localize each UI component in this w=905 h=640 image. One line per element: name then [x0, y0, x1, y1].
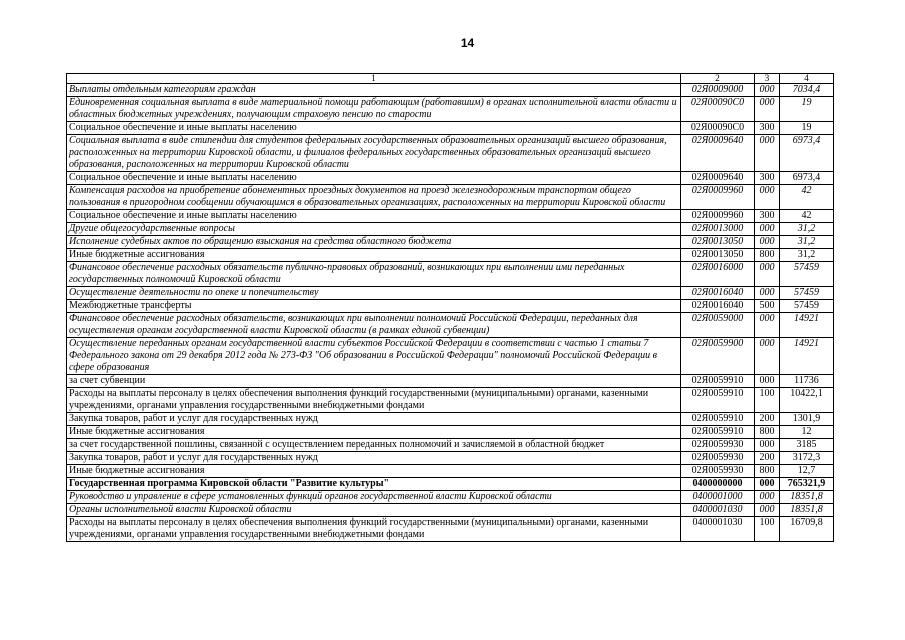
table-row [67, 210, 834, 223]
row-expense-type: 100 [755, 388, 780, 413]
table-row [67, 313, 834, 338]
row-amount: 12,7 [780, 465, 834, 478]
table-row [67, 172, 834, 185]
row-amount: 42 [780, 185, 834, 210]
table-row [67, 478, 834, 491]
header-col-name: 1 [67, 74, 681, 84]
row-expense-type: 200 [755, 413, 780, 426]
row-expense-type: 300 [755, 172, 780, 185]
row-expense-type: 100 [755, 517, 780, 542]
row-amount: 42 [780, 210, 834, 223]
row-amount: 31,2 [780, 223, 834, 236]
row-expense-type: 000 [755, 491, 780, 504]
header-col-code: 2 [681, 74, 755, 84]
row-amount: 765321,9 [780, 478, 834, 491]
row-name: Компенсация расходов на приобретение абонементных проездных документов на проезд железнодорожным транспортом общего пользования в пригородном сообщении обучающимся в образовательных организациях, расположенных на территории Кировской области [67, 185, 681, 210]
table-header-row [67, 74, 834, 84]
row-amount: 10422,1 [780, 388, 834, 413]
row-expense-type: 800 [755, 426, 780, 439]
row-name: Финансовое обеспечение расходных обязательств публично-правовых образований, возникающих при выполнении ими переданных государственных полномочий Кировской области [67, 262, 681, 287]
row-amount: 7034,4 [780, 84, 834, 97]
row-expense-type: 000 [755, 97, 780, 122]
row-code: 0400001000 [681, 491, 755, 504]
row-name: Расходы на выплаты персоналу в целях обеспечения выполнения функций государственными (муниципальными) органами, казенными учреждениями, органами управления государственными внебюджетными фондами [67, 388, 681, 413]
table-row [67, 439, 834, 452]
row-amount: 19 [780, 97, 834, 122]
row-name: Социальное обеспечение и иные выплаты населению [67, 172, 681, 185]
row-expense-type: 800 [755, 249, 780, 262]
row-amount: 31,2 [780, 236, 834, 249]
table-row [67, 97, 834, 122]
row-amount: 18351,8 [780, 491, 834, 504]
budget-table [66, 73, 834, 542]
row-expense-type: 000 [755, 375, 780, 388]
row-name: Руководство и управление в сфере установленных функций органов государственной власти Кировской области [67, 491, 681, 504]
row-name: Осуществление деятельности по опеке и попечительству [67, 287, 681, 300]
row-name: Органы исполнительной власти Кировской области [67, 504, 681, 517]
row-expense-type: 000 [755, 185, 780, 210]
row-code: 02Я0013000 [681, 223, 755, 236]
row-name: Единовременная социальная выплата в виде материальной помощи работающим (работавшим) в органах исполнительной власти области и областных бюджетных учреждениях, получающим страховую пенсию по старости [67, 97, 681, 122]
table-row [67, 504, 834, 517]
row-expense-type: 500 [755, 300, 780, 313]
row-expense-type: 000 [755, 313, 780, 338]
row-code: 02Я0016040 [681, 300, 755, 313]
row-amount: 3172,3 [780, 452, 834, 465]
row-expense-type: 000 [755, 478, 780, 491]
row-code: 02Я0009000 [681, 84, 755, 97]
row-expense-type: 000 [755, 223, 780, 236]
row-code: 02Я00090С0 [681, 122, 755, 135]
row-amount: 6973,4 [780, 135, 834, 172]
row-expense-type: 300 [755, 210, 780, 223]
header-col-amount: 4 [780, 74, 834, 84]
row-amount: 1301,9 [780, 413, 834, 426]
row-code: 0400000000 [681, 478, 755, 491]
row-name: Иные бюджетные ассигнования [67, 249, 681, 262]
row-code: 02Я0009960 [681, 210, 755, 223]
header-col-vr: 3 [755, 74, 780, 84]
row-name: Социальное обеспечение и иные выплаты населению [67, 122, 681, 135]
row-code: 02Я00090С0 [681, 97, 755, 122]
row-code: 02Я0059000 [681, 313, 755, 338]
row-amount: 11736 [780, 375, 834, 388]
row-name: за счет государственной пошлины, связанной с осуществлением переданных полномочий и зачисляемой в областной бюджет [67, 439, 681, 452]
row-name: Другие общегосударственные вопросы [67, 223, 681, 236]
row-name: Иные бюджетные ассигнования [67, 426, 681, 439]
row-name: Закупка товаров, работ и услуг для государственных нужд [67, 413, 681, 426]
row-name: Исполнение судебных актов по обращению взыскания на средства областного бюджета [67, 236, 681, 249]
row-code: 02Я0059910 [681, 375, 755, 388]
row-expense-type: 000 [755, 287, 780, 300]
row-name: Иные бюджетные ассигнования [67, 465, 681, 478]
row-expense-type: 300 [755, 122, 780, 135]
row-amount: 12 [780, 426, 834, 439]
row-amount: 57459 [780, 287, 834, 300]
row-amount: 3185 [780, 439, 834, 452]
row-amount: 57459 [780, 300, 834, 313]
row-amount: 18351,8 [780, 504, 834, 517]
row-code: 02Я0059910 [681, 426, 755, 439]
row-expense-type: 800 [755, 465, 780, 478]
row-amount: 16709,8 [780, 517, 834, 542]
table-row [67, 236, 834, 249]
row-code: 02Я0059930 [681, 465, 755, 478]
table-body [67, 84, 834, 542]
table-row [67, 491, 834, 504]
table-row [67, 413, 834, 426]
row-code: 02Я0059930 [681, 439, 755, 452]
row-name: Расходы на выплаты персоналу в целях обеспечения выполнения функций государственными (муниципальными) органами, казенными учреждениями, органами управления государственными внебюджетными фондами [67, 517, 681, 542]
row-name: Осуществление переданных органам государственной власти субъектов Российской Федерации в соответствии с частью 1 статьи 7 Федерального закона от 29 декабря 2012 года № 273-ФЗ "Об образовании в Российской Федерации" полномочий Российской Федерации в сфере образования [67, 338, 681, 375]
table-row [67, 426, 834, 439]
table-row [67, 388, 834, 413]
row-code: 02Я0016040 [681, 287, 755, 300]
table-row [67, 223, 834, 236]
row-name: Межбюджетные трансферты [67, 300, 681, 313]
row-expense-type: 000 [755, 236, 780, 249]
row-name: Финансовое обеспечение расходных обязательств, возникающих при выполнении полномочий Российской Федерации, переданных для осуществления органам государственной власти Кировской области (в рамках единой субвенции) [67, 313, 681, 338]
table-row [67, 122, 834, 135]
row-code: 02Я0059900 [681, 338, 755, 375]
row-code: 02Я0013050 [681, 236, 755, 249]
row-amount: 19 [780, 122, 834, 135]
table-row [67, 338, 834, 375]
row-amount: 14921 [780, 313, 834, 338]
row-name: за счет субвенции [67, 375, 681, 388]
row-amount: 57459 [780, 262, 834, 287]
row-code: 02Я0009640 [681, 135, 755, 172]
table-row [67, 300, 834, 313]
table-row [67, 452, 834, 465]
row-amount: 31,2 [780, 249, 834, 262]
row-code: 0400001030 [681, 504, 755, 517]
table-row [67, 262, 834, 287]
row-code: 02Я0059910 [681, 388, 755, 413]
table-row [67, 287, 834, 300]
row-expense-type: 200 [755, 452, 780, 465]
row-name: Социальная выплата в виде стипендии для студентов федеральных государственных образовательных организаций высшего образования, расположенных на территории Кировской области, и филиалов федеральных государственных образовательных организаций высшего образования, расположенных на территории Кировской области [67, 135, 681, 172]
row-expense-type: 000 [755, 338, 780, 375]
row-name: Социальное обеспечение и иные выплаты населению [67, 210, 681, 223]
row-amount: 14921 [780, 338, 834, 375]
table-row [67, 185, 834, 210]
row-code: 02Я0013050 [681, 249, 755, 262]
row-code: 0400001030 [681, 517, 755, 542]
table-row [67, 249, 834, 262]
row-code: 02Я0009640 [681, 172, 755, 185]
row-code: 02Я0059930 [681, 452, 755, 465]
table-row [67, 84, 834, 97]
table-row [67, 517, 834, 542]
table-row [67, 375, 834, 388]
row-code: 02Я0059910 [681, 413, 755, 426]
row-name: Закупка товаров, работ и услуг для государственных нужд [67, 452, 681, 465]
row-expense-type: 000 [755, 84, 780, 97]
page-number: 14 [460, 36, 475, 50]
row-expense-type: 000 [755, 439, 780, 452]
row-expense-type: 000 [755, 504, 780, 517]
row-code: 02Я0016000 [681, 262, 755, 287]
row-expense-type: 000 [755, 262, 780, 287]
row-name: Государственная программа Кировской области "Развитие культуры" [67, 478, 681, 491]
table-row [67, 465, 834, 478]
row-name: Выплаты отдельным категориям граждан [67, 84, 681, 97]
row-code: 02Я0009960 [681, 185, 755, 210]
row-expense-type: 000 [755, 135, 780, 172]
row-amount: 6973,4 [780, 172, 834, 185]
table-row [67, 135, 834, 172]
